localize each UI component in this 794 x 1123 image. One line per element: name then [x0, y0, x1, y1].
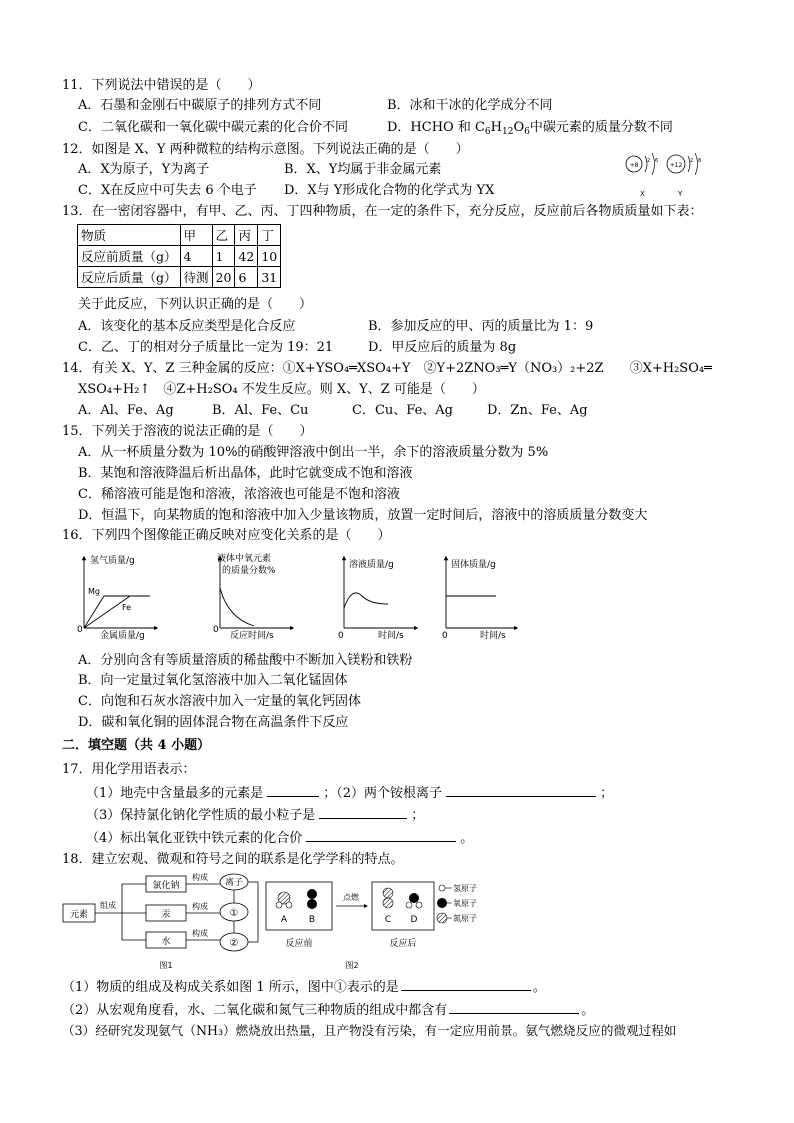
fig2-mol-a-h	[286, 902, 292, 908]
graph-1-mg-line	[84, 596, 150, 628]
table-cell: 甲	[180, 225, 212, 246]
table-cell: 乙	[212, 225, 235, 246]
y-nucleus-label: +12	[669, 162, 683, 169]
table-cell: 6	[235, 267, 258, 288]
q11-stem: 11．下列说法中错误的是（ ）	[62, 78, 261, 93]
fig2-label-b: B	[308, 915, 316, 925]
fig2-mol-a-h	[276, 902, 282, 908]
fig2-after-box	[372, 882, 434, 930]
q16-option-c: C．向饱和石灰水溶液中加入一定量的氧化钙固体	[78, 694, 361, 709]
q12-stem: 12．如图是 X、Y 两种微粒的结构示意图。下列说法正确的是（ ）	[62, 142, 469, 157]
table-cell: 20	[212, 267, 235, 288]
fig2-mol-b-o	[307, 899, 317, 909]
graph-4-ylabel: 固体质量/g	[451, 560, 496, 570]
table-header-row	[78, 225, 281, 246]
q13-after: 关于此反应，下列认识正确的是（ ）	[78, 297, 313, 312]
legend-h-swatch	[439, 885, 445, 891]
graph-1-ylabel: 氢气质量/g	[90, 556, 135, 566]
q13-mass-table	[77, 224, 281, 288]
fig1-circle-1-label: ①	[229, 908, 239, 919]
fig1-circle-2-label: ②	[229, 938, 239, 949]
fig2-label-c: C	[384, 915, 392, 925]
q16-option-b: B．向一定量过氧化氢溶液中加入二氧化锰固体	[78, 673, 348, 688]
table-cell: 10	[258, 246, 281, 267]
legend-n-swatch	[437, 913, 447, 923]
x-shell-1-count: 2	[647, 158, 651, 164]
table-cell: 丁	[258, 225, 281, 246]
q14-line1: 14．有关 X、Y、Z 三种金属的反应：①X+YSO₄═XSO₄+Y ②Y+2ZNO₃═Y（NO₃）₂+2Z ③X+H₂SO₄═	[62, 361, 712, 376]
section-heading: 二．填空题（共 4 小题）	[62, 738, 211, 753]
graph-1-xlabel: 金属质量/g	[100, 631, 145, 641]
fig1-caption: 图1	[159, 961, 173, 970]
graph-3-curve	[344, 593, 388, 608]
x-label: X	[640, 190, 645, 198]
q15-option-d: D．恒温下，向某物质的饱和溶液中加入少量该物质，放置一定时间后，溶液中的溶质质量分数变大	[78, 508, 648, 523]
graph-1-mg-label: Mg	[88, 587, 100, 596]
fig2-mol-d-h	[416, 902, 422, 908]
q16-option-a: A．分别向含有等质量溶质的稀盐酸中不断加入镁粉和铁粉	[78, 653, 413, 668]
x-nucleus-label: +8	[629, 162, 639, 169]
graph-4	[442, 558, 516, 641]
x-shell-2	[652, 153, 655, 175]
q16-option-d: D．碳和氧化铜的固体混合物在高温条件下反应	[78, 715, 349, 730]
fig1-ion-label: 离子	[224, 878, 244, 888]
fig1-nacl-label: 氯化钠	[152, 881, 180, 891]
graph-4-xlabel: 时间/s	[480, 631, 506, 641]
q13-option-b: B．参加反应的甲、丙的质量比为 1：9	[368, 319, 594, 334]
graph-2-origin: 0	[213, 625, 219, 635]
graph-3-ylabel: 溶液质量/g	[349, 560, 394, 570]
y-shell-1-count: 2	[690, 158, 694, 164]
fig2-after-label: 反应后	[389, 939, 417, 949]
q13-option-a: A．该变化的基本反应类型是化合反应	[78, 319, 296, 334]
table-cell: 42	[235, 246, 258, 267]
q14-option-c: C．Cu、Fe、Ag	[352, 403, 453, 418]
fig1-element-label: 元素	[69, 910, 89, 920]
fig2-ignite-label: 点燃	[343, 893, 359, 902]
q16-graphs	[70, 552, 530, 644]
q12-structure-diagram	[620, 146, 716, 200]
y-shell-2	[695, 153, 698, 175]
q14-line2: XSO₄+H₂↑ ④Z+H₂SO₄ 不发生反应。则 X、Y、Z 可能是（ ）	[78, 382, 485, 397]
q11-option-a: A．石墨和金刚石中碳原子的排列方式不同	[78, 98, 322, 113]
table-cell: 丙	[235, 225, 258, 246]
fig1-gou-1: 构成	[192, 873, 208, 882]
q11-option-d: D．HCHO 和 $C_6H_{12}O_6$中碳元素的质量分数不同	[387, 120, 673, 137]
table-cell: 4	[180, 246, 212, 267]
q17-blank-1[interactable]	[267, 783, 319, 797]
q13-option-c: C．乙、丁的相对分子质量比一定为 19：21	[78, 340, 334, 355]
graph-2-ylabel-1: 液体中氧元素	[217, 554, 272, 564]
q17-blank-2[interactable]	[446, 783, 596, 797]
graph-3-xlabel: 时间/s	[378, 631, 404, 641]
table-cell: 31	[258, 267, 281, 288]
q15-option-c: C．稀溶液可能是饱和溶液，浓溶液也可能是不饱和溶液	[78, 487, 400, 502]
x-shell-2-count: 6	[655, 158, 659, 164]
fig2-mol-c-n	[383, 898, 393, 908]
legend-n-label: 氮原子	[453, 914, 477, 923]
legend-o-label: 氧原子	[453, 899, 477, 908]
table-cell: 物质	[78, 225, 181, 246]
graph-2	[213, 552, 292, 641]
q13-option-d: D．甲反应后的质量为 8g	[368, 340, 517, 355]
graph-2-curve	[220, 588, 254, 626]
q17-line1: （1）地壳中含量最多的元素是 ；（2）两个铵根离子 ；	[86, 783, 613, 803]
graph-1	[77, 554, 156, 641]
y-label: Y	[678, 190, 683, 198]
legend-h-label: 氢原子	[453, 884, 477, 893]
fig2-mol-c-n	[383, 888, 393, 898]
q11-option-b: B．冰和干冰的化学成分不同	[387, 98, 553, 113]
q12-option-a: A．X为原子，Y为离子	[78, 162, 210, 177]
fig2-label-d: D	[410, 915, 418, 925]
fig2-before-label: 反应前	[285, 939, 313, 949]
y-shell-2-count: 8	[698, 158, 702, 164]
q15-option-a: A．从一杯质量分数为 10%的硝酸钾溶液中倒出一半，余下的溶液质量分数为 5%	[78, 445, 549, 460]
graph-3	[338, 558, 416, 641]
q14-option-a: A．Al、Fe、Ag	[78, 403, 174, 418]
q18-stem: 18．建立宏观、微观和符号之间的联系是化学学科的特点。	[62, 852, 404, 867]
q12-option-c: C．X在反应中可失去 6 个电子	[78, 183, 257, 198]
fig2-label-a: A	[280, 915, 288, 925]
q17-blank-3[interactable]	[319, 805, 407, 819]
graph-4-origin: 0	[442, 631, 448, 641]
fig1-gou-3: 构成	[192, 929, 208, 938]
q18-figure-2	[262, 878, 522, 972]
fig1-gou-2: 构成	[192, 902, 208, 911]
q17-line2: （3）保持氯化钠化学性质的最小粒子是 ；	[86, 805, 424, 825]
fig1-water-label: 水	[161, 937, 171, 947]
fig1-compose-label: 组成	[100, 901, 116, 910]
q17-blank-4[interactable]	[306, 828, 456, 842]
q18-blank-1[interactable]	[401, 977, 531, 991]
fig1-hg-label: 汞	[161, 910, 171, 920]
q17-line3: （4）标出氧化亚铁中铁元素的化合价 。	[86, 828, 473, 848]
graph-1-fe-label: Fe	[122, 603, 132, 612]
q17-stem: 17．用化学用语表示：	[62, 762, 196, 777]
graph-2-xlabel: 反应时间/s	[230, 631, 274, 641]
q18-part-1: （1）物质的组成及构成关系如图 1 所示，图中①表示的是 。	[62, 977, 546, 997]
fig2-mol-d-h	[406, 902, 412, 908]
q15-stem: 15．下列关于溶液的说法正确的是（ ）	[62, 424, 313, 439]
q18-blank-2[interactable]	[449, 1000, 579, 1014]
q18-figure-1	[62, 870, 272, 972]
q11-option-c: C．二氧化碳和一氧化碳中碳元素的化合价不同	[78, 120, 348, 135]
graph-3-origin: 0	[338, 631, 344, 641]
graph-1-origin: 0	[77, 625, 83, 635]
q15-option-b: B．某饱和溶液降温后析出晶体，此时它就变成不饱和溶液	[78, 466, 413, 481]
table-cell: 待测	[180, 267, 212, 288]
table-row	[78, 267, 281, 288]
table-cell: 反应前质量（g）	[78, 246, 181, 267]
q18-part-2: （2）从宏观角度看，水、二氧化碳和氮气三种物质的组成中都含有 。	[62, 1000, 594, 1020]
table-cell: 反应后质量（g）	[78, 267, 181, 288]
q18-part-3: （3）经研究发现氨气（NH₃）燃烧放出热量，且产物没有污染，有一定应用前景。氨气燃烧反应的微观过程如	[62, 1023, 677, 1038]
q14-option-d: D．Zn、Fe、Ag	[487, 403, 588, 418]
table-row	[78, 246, 281, 267]
q16-stem: 16．下列四个图像能正确反映对应变化关系的是（ ）	[62, 528, 391, 543]
q12-option-d: D．X与 Y形成化合物的化学式为 YX	[284, 183, 495, 198]
fig2-caption: 图2	[345, 961, 359, 970]
q13-stem: 13．在一密闭容器中，有甲、乙、丙、丁四种物质，在一定的条件下，充分反应，反应前后各物质质量如下表：	[62, 204, 703, 219]
legend-o-swatch	[437, 898, 447, 908]
fig2-mol-b-o	[307, 889, 317, 899]
table-cell: 1	[212, 246, 235, 267]
q14-option-b: B．Al、Fe、Cu	[212, 403, 309, 418]
q12-option-b: B．X、Y均属于非金属元素	[284, 162, 442, 177]
fig2-mol-d-o	[409, 893, 419, 903]
graph-2-ylabel-2: 的质量分数%	[222, 566, 276, 576]
